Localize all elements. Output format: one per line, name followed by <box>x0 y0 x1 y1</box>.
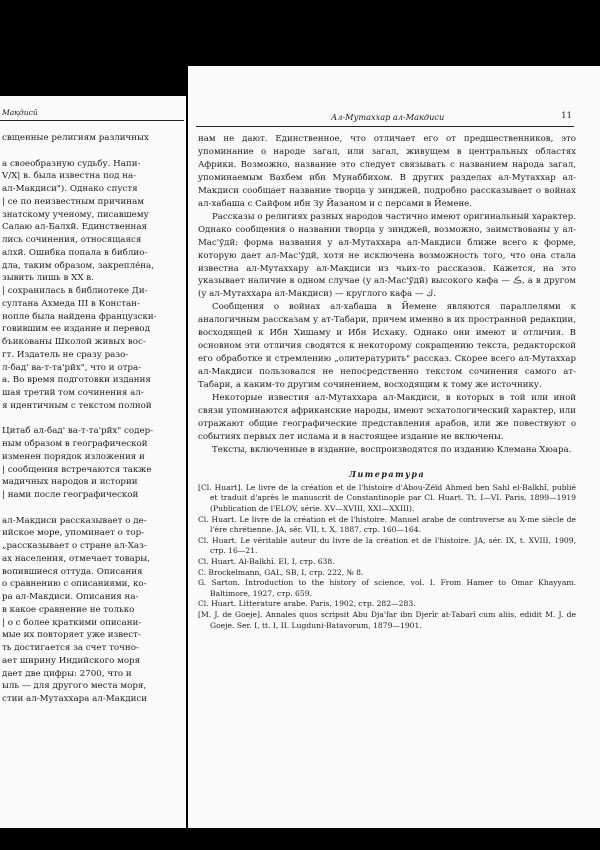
text-line: нопле была найдена французски- <box>2 311 157 322</box>
paragraph: Сообщения о войнах ал-хабаша в Йемене являются параллелями к аналогичным рассказам у ат-Табари, причем именно в их пространной редакции, восходящей к Ибн Хишаму и Ибн Исхаку. Однако они имеют и отличия. В основном эти отличия сводятся к некоторому сокращению текста, редакторской его обработке и стремлению „олитературить" рассказ. Скорее всего ал-Мутаххар ал-Макдиси пользовался не непосредственно текстом сочинения самого ат-Табари, а каким-то другим сочинением, восходящим к тому же источнику. <box>198 302 576 391</box>
text-line: V/X| в. была известна под на- <box>2 171 137 182</box>
text-line: изменен порядок изложения и <box>2 451 145 462</box>
text-line: стии ал-Мутаххара ал-Макдиси <box>2 694 148 704</box>
paragraph: Тексты, включенные в издание, воспроизводятся по изданию Клемана Хюара. <box>212 444 572 455</box>
text-line: о сравнению с описаниями, ко- <box>2 579 147 590</box>
literature-entry: Cl. Huart. Le livre de la création et de l'histoire. Manuel arabe de controverse au X-me siècle de l'ère chrétienne. JA, sér. VII, t. X, 1887, стр. 160—164. <box>198 514 576 535</box>
text-line: | о с более краткими описани- <box>2 617 142 628</box>
text-line: вопившиеся оттуда. Описания <box>2 566 143 577</box>
text-line: бъикованы Школой живых вос- <box>2 337 146 347</box>
text-line: ийское море, упоминает о тор- <box>2 528 145 539</box>
text-line: свщенные религиям различных <box>2 133 149 143</box>
text-line: лись сочинения, относящаяся <box>2 235 142 245</box>
text-line: ал-Макдиси рассказывает о де- <box>2 515 147 526</box>
text-line: гт. Издатель не сразу разо- <box>2 349 129 360</box>
literature-list <box>198 483 576 631</box>
left-page-text <box>2 132 184 706</box>
text-line: ыль — для другого места моря, <box>2 681 147 692</box>
literature-entry: Cl. Huart. Le véritable auteur du livre de la création et de l'histoire. JA, sér. IX, t. XVIII, 1909, стр. 16—21. <box>198 535 576 556</box>
text-line: а своеобразную судьбу. Напи- <box>2 158 141 169</box>
text-line: зывить лишь в XX в. <box>2 273 94 284</box>
right-page <box>188 66 600 828</box>
text-line: ра ал-Макдиси. Описания на- <box>2 592 139 602</box>
text-line: ть достигается за счет точно- <box>2 643 139 653</box>
running-header-title: Ал-Мутаххар ал-Макдиси <box>331 112 445 122</box>
text-line: „рассказывает о стране ал-Хаз- <box>2 541 147 551</box>
left-page <box>0 96 186 828</box>
text-line: дла, таким образом, закрепле́на, <box>2 260 154 271</box>
left-header-rule <box>0 120 184 121</box>
main-text <box>198 133 576 631</box>
text-line: мадичных народов и истории <box>2 477 138 488</box>
text-line: алхӣ. Ошибка попала в библио- <box>2 247 148 258</box>
text-line: ах населения, отмечает товары, <box>2 553 150 564</box>
text-line <box>2 145 184 158</box>
header-rule <box>196 126 574 127</box>
text-line: | сохранилась в библиотеке Ди- <box>2 286 148 296</box>
text-line <box>2 502 184 515</box>
text-line: султана Ахмеда III в Констан- <box>2 298 140 309</box>
text-line: а. Во время подготовки издания <box>2 375 151 386</box>
text-line: я идентичным с текстом полной <box>2 400 152 411</box>
text-line: | сообщения встречаются также <box>2 464 152 475</box>
text-line: Цитаб ал-бад' ва-т-та'рӣх" содер- <box>2 426 154 437</box>
text-line: | се по неизвестным причинам <box>2 196 145 207</box>
text-line: | нами после географической <box>2 490 139 500</box>
literature-heading: Литература <box>348 468 426 479</box>
literature-entry: Cl. Huart. Al-Balkhî. EI, I, стр. 638. <box>198 556 335 566</box>
text-line <box>2 413 184 426</box>
text-line: дает две цифры: 2700, что и <box>2 668 132 679</box>
text-line: говившим ее издание и перевод <box>2 324 150 335</box>
text-line: шая третий том сочинения ал- <box>2 388 144 398</box>
text-line: в какое сравнение не только <box>2 604 135 615</box>
paragraph: Рассказы о религиях разных народов частично имеют оригинальный характер. Однако сообщения о названии творца у зинджей, возможно, заимствованы у ал-Мас'ӯдӣ: форма названия у ал-Мутаххара ал-Макдиси ближе всего к форме, которую дает ал-Мас'ӯдӣ, хотя не исключена возможность того, что она стала известна ал-Мутаххару ал-Макдиси из чьих-то рассказов. Кажется, на это указывает наличие в одном случае (у ал-Мас'ӯдӣ) высокого кафа — ڪ, а в другом (у ал-Мутаххара ал-Макдиси) — круглого кафа — ك. <box>198 211 576 300</box>
text-line: ным образом в географической <box>2 439 148 449</box>
literature-entry: G. Sarton. Introduction to the history of science, vol. I. From Hamer to Omar Khayyam. Baltimore, 1927, стр. 659. <box>198 578 576 598</box>
page-number: 11 <box>561 111 572 121</box>
literature-entry: C. Brockelmann, GAL, SB, I, стр. 222, № 8. <box>198 567 364 577</box>
text-line: Салаю ал-Балхӣ. Единственная <box>2 222 147 233</box>
paragraph: нам не дают. Единственное, что отличает его от предшественников, это упоминание о народе загал, или загал, живущем в центральных областях Африки. Возможно, название это следует связывать с названием народа загал, упоминаемым Вахбем ибн Мунаббихом. В других разделах ал-Мутаххар ал-Макдиси сообщает название творца у зинджей, подробно рассказывает о войнах ал-хабаша с Сайфом ибн Зу Йазаном и с персами в Йемене. <box>198 134 576 209</box>
text-line: знатскому ученому, писавшему <box>2 209 149 220</box>
text-line: ал-Макдиси"). Однако спустя <box>2 184 138 194</box>
literature-entry: [M. J. de Goeje]. Annales quos scripsit Abu Dja'far ibn Djerîr at-Tabarî cum aliis, edidit M. J. de Goeje. Ser. I, tt. I, II. Lugduni-Batavorum, 1879—1901. <box>198 609 576 630</box>
text-line: л-бад' ва-т-та'рӣх", что и отра- <box>2 362 142 373</box>
text-line: мые их повторяет уже извест- <box>2 630 141 641</box>
left-running-header: Мақдисӣ <box>2 108 38 117</box>
text-line: ает ширину Индийского моря <box>2 655 141 666</box>
literature-entry: [Cl. Huart]. Le livre de la création et de l'histoire d'Abou-Zéïd Ahmed ben Sahl el-Balkhî, publié et traduit d'après le manuscrit de Constantinople par Cl. Huart. Tt. I—VI. Paris, 1899—1919 (Publication de l'ELOV, série. XV—XVIII, XXI—XXIII). <box>198 482 576 514</box>
paragraph: Некоторые известия ал-Мутаххара ал-Макдиси, в которых в той или иной связи упоминаются африканские народы, имеют эсхатологический характер, или отражают общие географические представления арабов, или же повествуют о событиях первых лет ислама и в настоящее издание не включены. <box>198 393 576 442</box>
literature-entry: Cl. Huart. Litterature arabe. Paris, 1902, стр. 282—283. <box>198 599 416 609</box>
